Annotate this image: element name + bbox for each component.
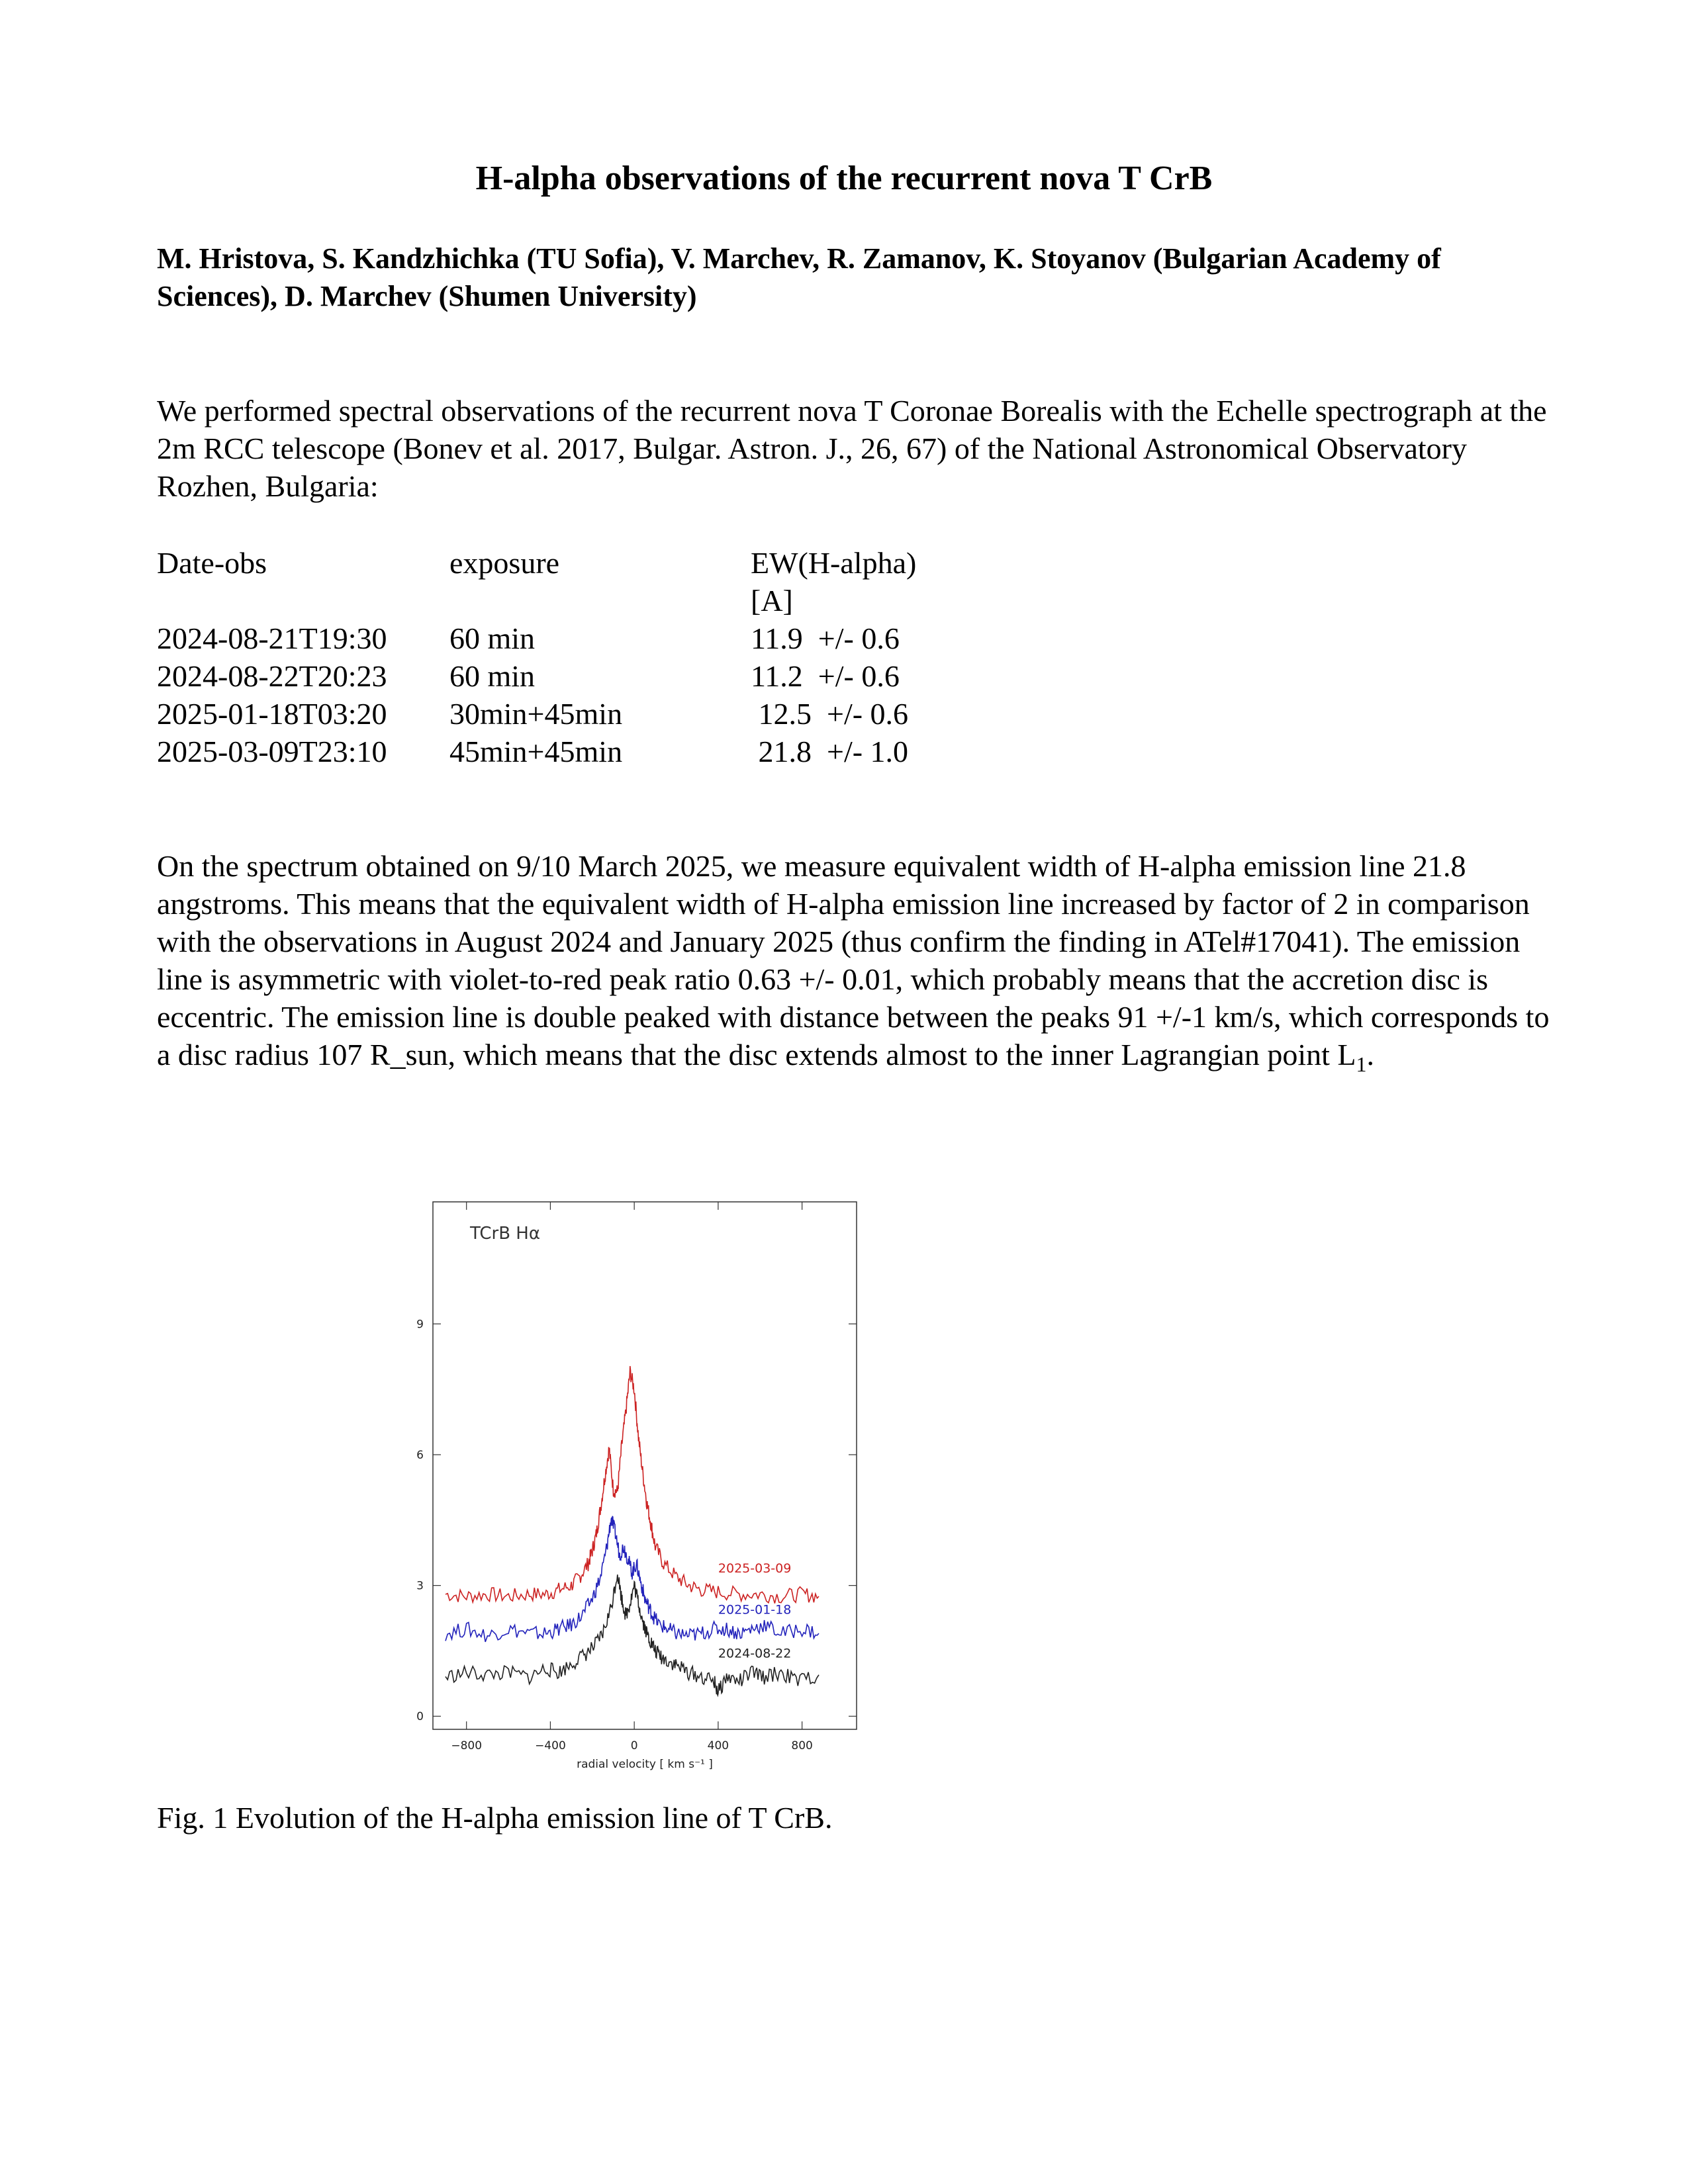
- observation-table: [157, 544, 916, 770]
- paper-title: H-alpha observations of the recurrent nova T CrB: [475, 159, 1213, 197]
- chart-title: TCrB Hα: [470, 1224, 540, 1244]
- table-row: [157, 695, 916, 733]
- series-label: 2025-01-18: [718, 1602, 792, 1617]
- series-label: 2025-03-09: [718, 1561, 792, 1576]
- cell-exposure: 30min+45min: [449, 697, 623, 731]
- header-date-obs: Date-obs: [157, 546, 267, 580]
- series-label: 2024-08-22: [718, 1646, 792, 1661]
- cell-ew: 21.8 +/- 1.0: [751, 735, 909, 768]
- cell-exposure: 45min+45min: [449, 735, 623, 768]
- x-tick-label: 0: [630, 1739, 638, 1752]
- discussion-text: On the spectrum obtained on 9/10 March 2025, we measure equivalent width of H-alpha emission line 21.8 angstroms. This means that the equivalent width of H-alpha emission line increased by factor of 2 in comparison with the observations in August 2024 and January 2025 (thus confirm the finding in ATel#17041). The emission line is asymmetric with violet-to-red peak ratio 0.63 +/- 0.01, which probably means that the accretion disc is eccentric. The emission line is double peaked with distance between the peaks 91 +/-1 km/s, which corresponds to a disc radius 107 R_sun, which means that the disc extends almost to the inner Lagrangian point L: [157, 849, 1550, 1071]
- figure-caption: Fig. 1 Evolution of the H-alpha emission line of T CrB.: [157, 1801, 833, 1835]
- halpha-chart: [395, 1185, 911, 1780]
- intro-paragraph: We performed spectral observations of the recurrent nova T Coronae Borealis with the Echelle spectrograph at the 2m RCC telescope (Bonev et al. 2017, Bulgar. Astron. J., 26, 67) of the National Astronomical Observatory Rozhen, Bulgaria:: [157, 394, 1547, 503]
- x-tick-label: 400: [707, 1739, 729, 1752]
- header-ew-label: EW(H-alpha): [751, 546, 917, 580]
- table-row: [157, 733, 916, 770]
- cell-date: 2025-03-09T23:10: [157, 735, 387, 768]
- table-row: [157, 619, 916, 657]
- author-list: M. Hristova, S. Kandzhichka (TU Sofia), V. Marchev, R. Zamanov, K. Stoyanov (Bulgarian Academy of Sciences), D. Marchev (Shumen University): [157, 242, 1441, 312]
- header-ew-unit: [A]: [751, 584, 793, 617]
- y-tick-label: 9: [416, 1318, 424, 1332]
- cell-ew: 11.9 +/- 0.6: [751, 621, 900, 655]
- spectrum-figure: [395, 1185, 911, 1780]
- y-tick-label: 0: [416, 1710, 424, 1724]
- cell-ew: 12.5 +/- 0.6: [751, 697, 909, 731]
- cell-exposure: 60 min: [449, 659, 536, 693]
- header-ew: [751, 544, 916, 619]
- cell-exposure: 60 min: [449, 621, 536, 655]
- header-exposure: exposure: [449, 546, 560, 580]
- cell-date: 2025-01-18T03:20: [157, 697, 387, 731]
- plot-frame: [433, 1202, 857, 1729]
- table-header-row: [157, 544, 916, 619]
- cell-date: 2024-08-22T20:23: [157, 659, 387, 693]
- cell-date: 2024-08-21T19:30: [157, 621, 387, 655]
- x-tick-label: −400: [535, 1739, 566, 1752]
- cell-ew: 11.2 +/- 0.6: [751, 659, 900, 693]
- discussion-end: .: [1366, 1038, 1374, 1071]
- x-axis-label: radial velocity [ km s⁻¹ ]: [577, 1758, 713, 1771]
- x-tick-label: 800: [791, 1739, 813, 1752]
- y-tick-label: 6: [416, 1449, 424, 1463]
- table-row: [157, 657, 916, 695]
- y-tick-label: 3: [416, 1579, 424, 1593]
- discussion-paragraph: [157, 847, 1554, 1083]
- series-line: [445, 1516, 819, 1642]
- lagrange-subscript: 1: [1356, 1052, 1367, 1077]
- x-tick-label: −800: [451, 1739, 483, 1752]
